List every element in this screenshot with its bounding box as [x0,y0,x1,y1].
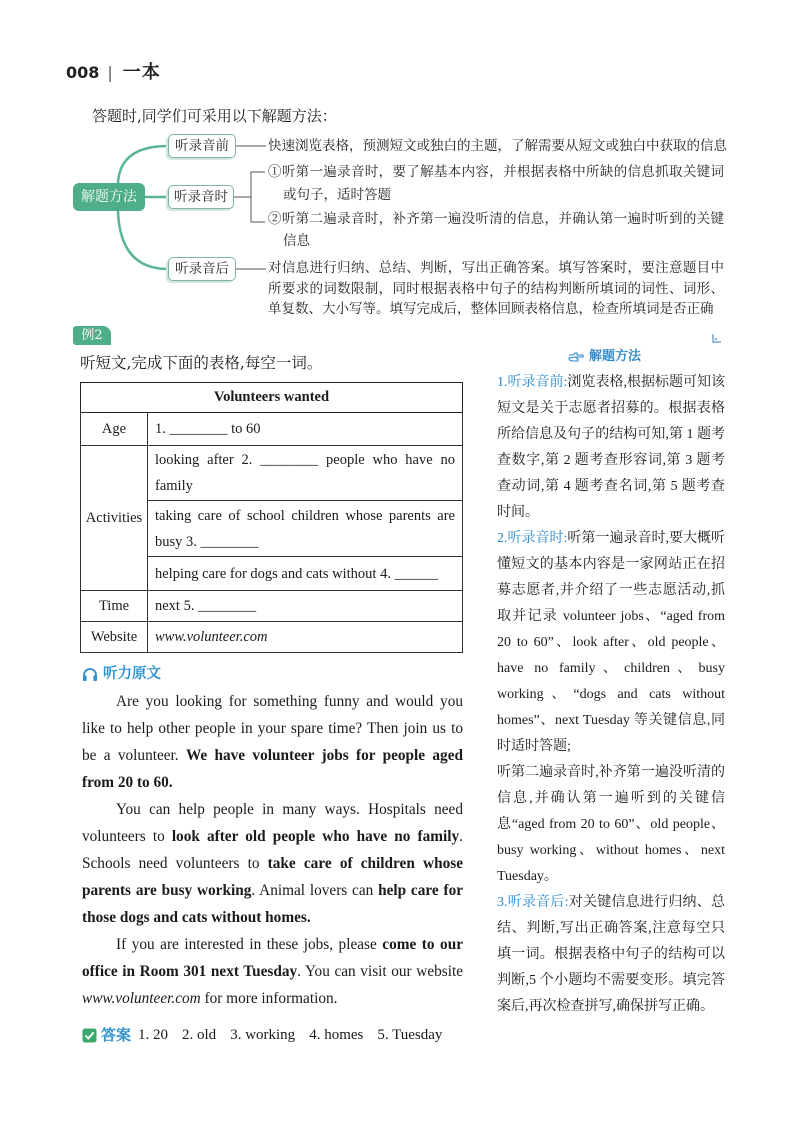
table-cell-time: next 5. ________ [148,591,463,622]
bracket-during [251,172,265,222]
row-label-age: Age [81,413,148,446]
check-icon [82,1028,97,1043]
mindmap-node-before: 听录音前 [168,134,236,158]
analysis-step-label: 3.听录音后: [497,895,569,910]
analysis-heading-text: 解题方法 [589,349,642,364]
example-instruction: 听短文,完成下面的表格,每空一词。 [80,354,323,372]
passage-key-info: look after old people who have no family [171,828,460,845]
passage-paragraph [82,931,463,1012]
mindmap-node-during: 听录音时 [168,185,234,209]
passage-text: for more information. [200,990,338,1007]
answer-label: 答案 [101,1026,132,1044]
analysis-step-label: 2.听录音时: [497,531,568,546]
passage-text: . [306,909,311,926]
mindmap-text-during-1: ①听第一遍录音时，要了解基本内容，并根据表格中所缺的信息抓取关键词或句子，适时答题 [268,164,724,203]
mindmap-node-after: 听录音后 [168,257,236,281]
volunteers-table [80,382,463,653]
answer-item: 3. working [230,1027,296,1043]
passage-paragraph [82,688,463,796]
pointing-hand-icon [568,352,584,363]
passage-key-info: take care of children whose parents are busy working [82,855,463,899]
table-cell-age: 1. ________ to 60 [148,413,463,446]
passage-key-info: We have volunteer jobs for people aged from 20 to 60. [82,747,463,791]
table-cell-activity-1: looking after 2. ________ people who have no family [148,446,463,501]
mindmap-text-during-2: ②听第二遍录音时，补齐第一遍没听清的信息，并确认第一遍时听到的关键信息 [268,211,724,249]
example-tag: 例2 [73,326,111,345]
row-label-activities: Activities [81,446,148,591]
brand-logo-text: 一本 [122,62,161,83]
table-row [81,622,463,653]
analysis-paragraph [497,890,725,1020]
mindmap-text-after: 对信息进行归纳、总结、判断，写出正确答案。填写答案时，要注意题目中所要求的词数限制，同时根据表格中句子的结构判断所填词的词性、词形、单复数、大小写等。填写完成后，整体回顾表格信息，检查所填词是否正确 [268,260,724,317]
table-row [81,591,463,622]
answer-line [82,1024,442,1046]
answer-item: 2. old [182,1027,217,1043]
header-separator: | [107,63,113,82]
listening-heading-text: 听力原文 [103,665,161,682]
headphone-icon [82,667,98,682]
intro-text: 答题时,同学们可采用以下解题方法： [92,107,337,125]
passage-key-info: come to our office in Room 301 next Tuesday [82,936,463,980]
table-row [81,446,463,501]
analysis-step-text: 听第一遍录音时,要大概听懂短文的基本内容是一家网站正在招募志愿者,并介绍了一些志愿活动,抓取并记录 volunteer jobs、“aged from 20 to 60”、look after、old people、have no family、children、busy working、“dogs and cats without homes”、next Tuesday 等关键信息,同时适时答题; [497,531,725,754]
answer-item: 5. Tuesday [377,1027,443,1043]
table-row [81,413,463,446]
table-cell-activity-3: helping care for dogs and cats without 4. ______ [148,557,463,591]
table-title: Volunteers wanted [81,383,463,413]
mindmap-text-before: 快速浏览表格，预测短文或独白的主题，了解需要从短文或独白中获取的信息 [268,138,727,154]
table-cell-website: www.volunteer.com [148,622,463,653]
answer-item: 1. 20 [138,1027,169,1043]
passage-key-info: help care for those dogs and cats without homes [82,882,464,926]
mindmap-curve-after [118,211,168,269]
passage-text: If you are interested in these jobs, please [116,936,383,953]
passage-text: . Animal lovers can [251,882,379,899]
passage-website: www.volunteer.com [82,990,201,1007]
listening-passage [82,688,463,1012]
analysis-step-text: 对关键信息进行归纳、总结、判断,写出正确答案,注意每空只填一词。根据表格中句子的结构可以判断,5 个小题均不需要变形。填完答案后,再次检查拼写,确保拼写正确。 [497,895,726,1014]
mindmap-curve-before [118,146,168,183]
analysis-paragraph [497,526,725,760]
analysis-body [497,370,725,1020]
analysis-heading [568,348,641,366]
passage-paragraph [82,796,463,931]
passage-text: Are you looking for something funny and would you like to help other people in your spare time? Then join us to be a volunteer. [82,693,463,764]
analysis-step-text: 浏览表格,根据标题可知该短文是关于志愿者招募的。根据表格所给信息及句子的结构可知,第 1 题考查数字,第 2 题考查形容词,第 3 题考查动词,第 4 题考查名词,第 5 题考查时间。 [497,375,725,520]
listening-heading [82,664,161,684]
row-label-website: Website [81,622,148,653]
mindmap-center-node: 解题方法 [73,183,145,211]
analysis-step-label: 1.听录音前: [497,375,568,390]
analysis-paragraph [497,760,725,890]
page-number: 008 [66,63,100,82]
answer-item: 4. homes [309,1027,364,1043]
row-label-time: Time [81,591,148,622]
passage-text: . You can visit our website [297,963,463,980]
corner-mark-icon [711,332,723,344]
analysis-paragraph [497,370,725,526]
passage-text: You can help people in many ways. Hospitals need volunteers to [82,801,463,845]
table-cell-activity-2: taking care of school children whose parents are busy 3. ________ [148,501,463,557]
passage-text: . Schools need volunteers to [82,828,463,872]
analysis-step-text: 听第二遍录音时,补齐第一遍没听清的信息,并确认第一遍听到的关键信息“aged from 20 to 60”、old people、busy working、without homes、next Tuesday。 [497,765,725,884]
